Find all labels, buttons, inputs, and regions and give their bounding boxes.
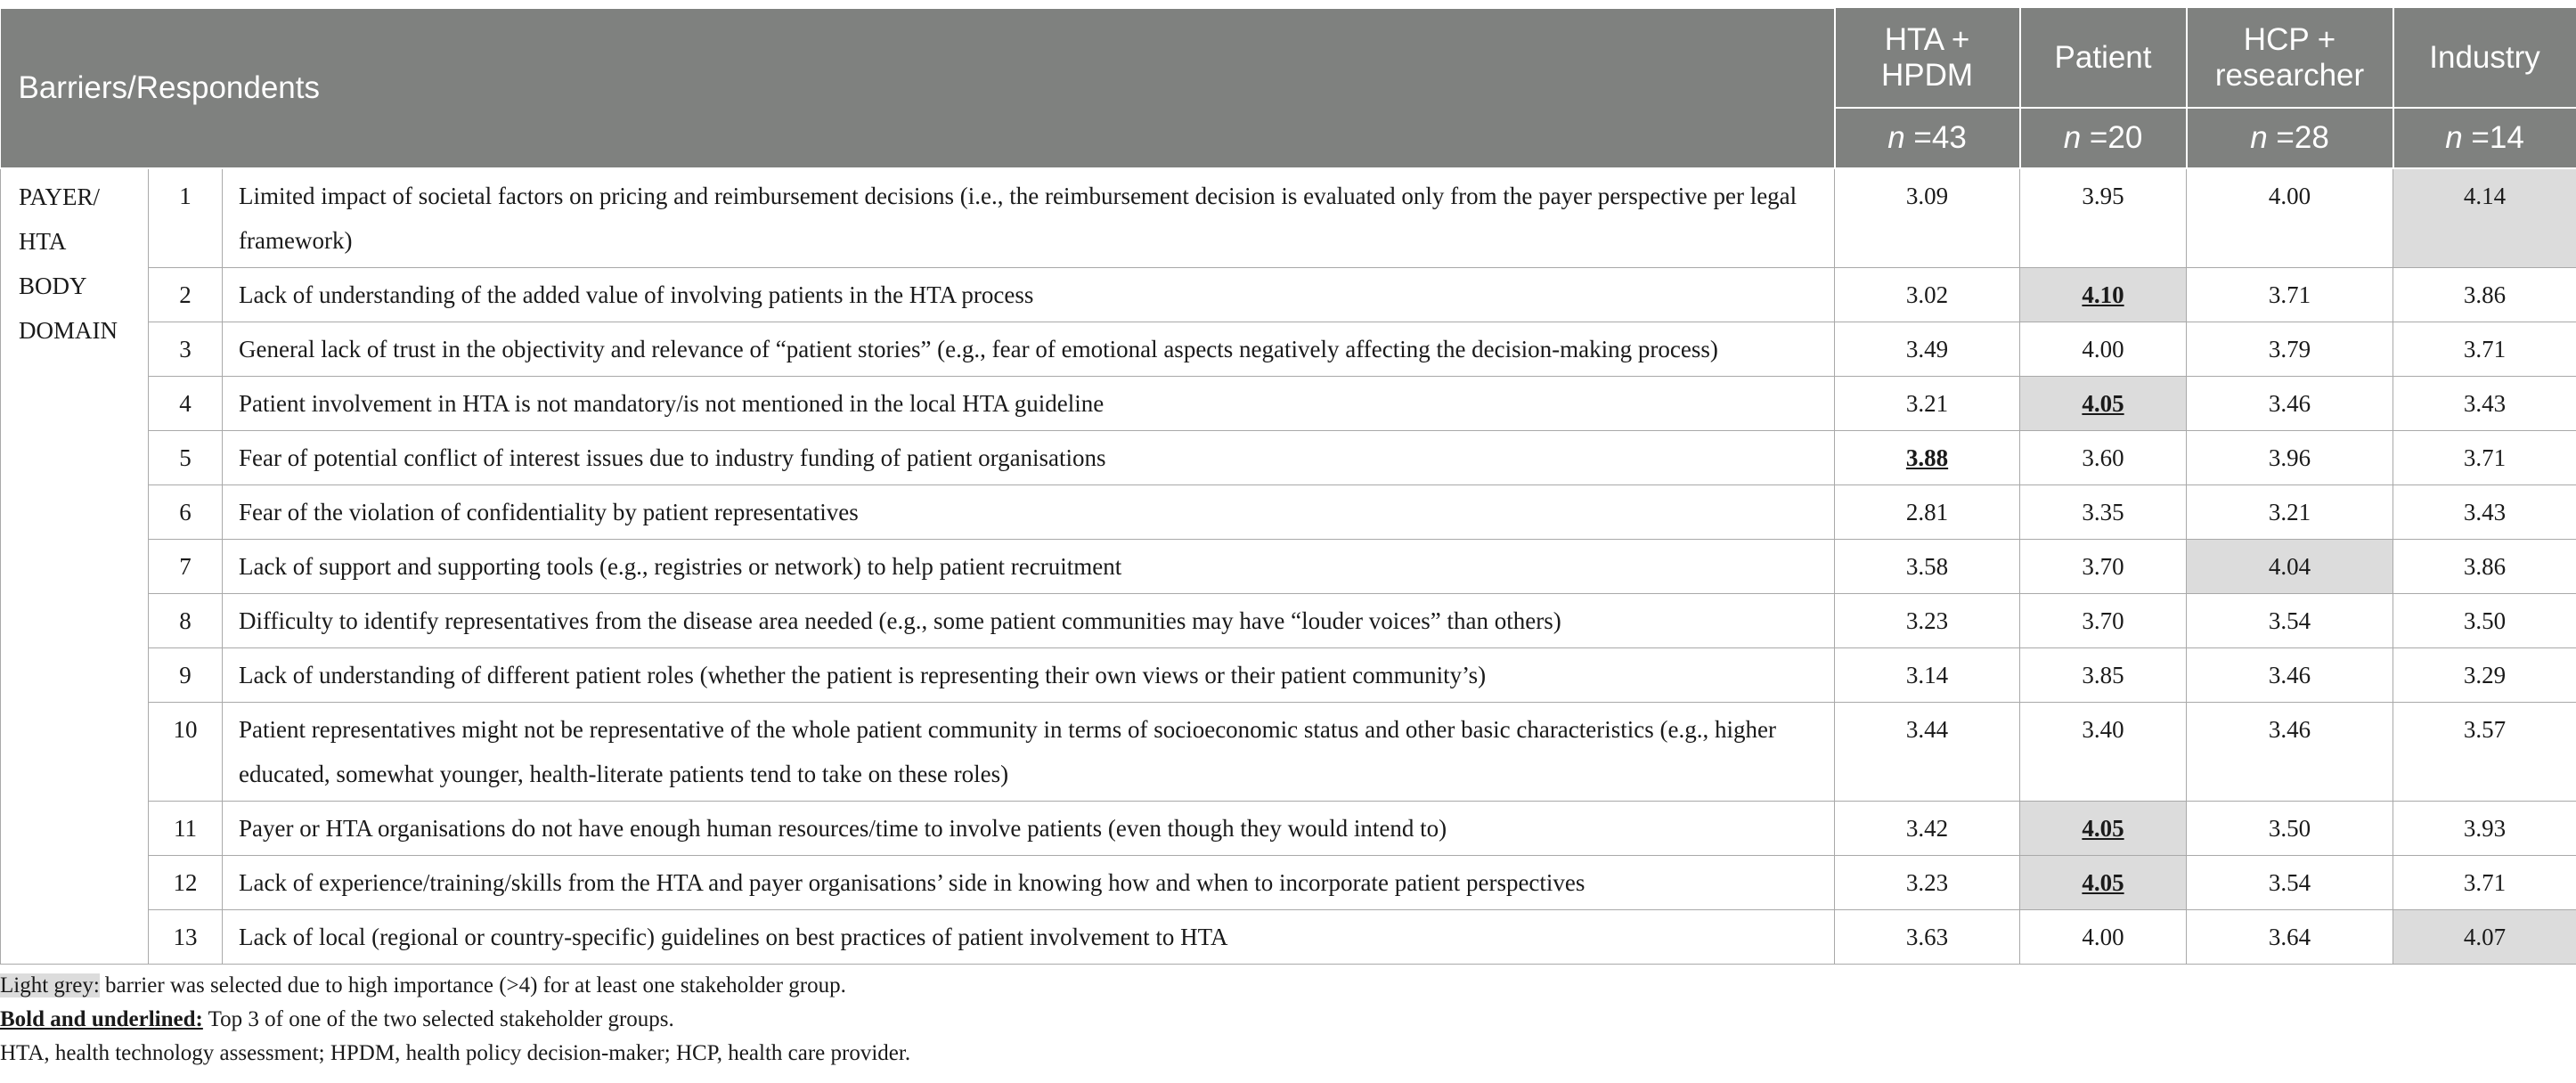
value-patient: 3.95 bbox=[2020, 168, 2187, 267]
value-hta: 3.14 bbox=[1835, 647, 2020, 702]
row-number: 7 bbox=[149, 539, 223, 593]
footnote-grey-text: barrier was selected due to high importance (>4) for at least one stakeholder group. bbox=[99, 973, 846, 998]
table-row bbox=[1, 702, 2576, 801]
value-patient: 3.70 bbox=[2020, 539, 2187, 593]
value-patient: 4.10 bbox=[2020, 267, 2187, 322]
barriers-table bbox=[0, 7, 2576, 965]
domain-cell: PAYER/ HTA BODY DOMAIN bbox=[1, 168, 149, 964]
value-industry: 3.86 bbox=[2393, 267, 2576, 322]
value-patient: 4.00 bbox=[2020, 322, 2187, 376]
table-row bbox=[1, 267, 2576, 322]
row-number: 2 bbox=[149, 267, 223, 322]
value-patient: 3.70 bbox=[2020, 593, 2187, 647]
value-industry: 3.57 bbox=[2393, 702, 2576, 801]
table-row bbox=[1, 647, 2576, 702]
row-number: 8 bbox=[149, 593, 223, 647]
header-n-industry: n =14 bbox=[2393, 108, 2576, 168]
value-industry: 3.29 bbox=[2393, 647, 2576, 702]
footnote-bold-underlined bbox=[0, 1003, 910, 1037]
value-hcp: 4.04 bbox=[2187, 539, 2393, 593]
value-hcp: 3.46 bbox=[2187, 647, 2393, 702]
barrier-description: Lack of local (regional or country-specific) guidelines on best practices of patient involvement to HTA bbox=[223, 909, 1835, 964]
value-hcp: 4.00 bbox=[2187, 168, 2393, 267]
table-row bbox=[1, 801, 2576, 855]
value-patient: 4.00 bbox=[2020, 909, 2187, 964]
value-patient: 4.05 bbox=[2020, 801, 2187, 855]
value-industry: 3.43 bbox=[2393, 376, 2576, 430]
table-row bbox=[1, 168, 2576, 267]
barrier-description: Lack of support and supporting tools (e.g., registries or network) to help patient recruitment bbox=[223, 539, 1835, 593]
table-row bbox=[1, 322, 2576, 376]
footnote-bu-label: Bold and underlined: bbox=[0, 1007, 203, 1031]
value-hta: 3.58 bbox=[1835, 539, 2020, 593]
header-n-patient: n =20 bbox=[2020, 108, 2187, 168]
value-industry: 3.86 bbox=[2393, 539, 2576, 593]
value-patient: 3.60 bbox=[2020, 430, 2187, 484]
value-hcp: 3.79 bbox=[2187, 322, 2393, 376]
header-group-hta-hpdm: HTA + HPDM bbox=[1835, 8, 2020, 108]
value-hta: 3.44 bbox=[1835, 702, 2020, 801]
barrier-description: Fear of potential conflict of interest issues due to industry funding of patient organisations bbox=[223, 430, 1835, 484]
barrier-description: Patient representatives might not be representative of the whole patient community in terms of socioeconomic status and other basic characteristics (e.g., higher educated, somewhat younger, health-literate patients tend to take on these roles) bbox=[223, 702, 1835, 801]
barrier-description: Lack of experience/training/skills from the HTA and payer organisations’ side in knowing how and when to incorporate patient perspectives bbox=[223, 855, 1835, 909]
header-n-hta-hpdm: n =43 bbox=[1835, 108, 2020, 168]
value-hta: 3.63 bbox=[1835, 909, 2020, 964]
barrier-description: Fear of the violation of confidentiality by patient representatives bbox=[223, 484, 1835, 539]
value-hta: 3.88 bbox=[1835, 430, 2020, 484]
value-hta: 3.21 bbox=[1835, 376, 2020, 430]
value-patient: 4.05 bbox=[2020, 376, 2187, 430]
value-hcp: 3.46 bbox=[2187, 702, 2393, 801]
table-row bbox=[1, 376, 2576, 430]
row-number: 3 bbox=[149, 322, 223, 376]
barrier-description: Patient involvement in HTA is not mandatory/is not mentioned in the local HTA guideline bbox=[223, 376, 1835, 430]
barrier-description: General lack of trust in the objectivity and relevance of “patient stories” (e.g., fear of emotional aspects negatively affecting the decision-making process) bbox=[223, 322, 1835, 376]
value-hta: 2.81 bbox=[1835, 484, 2020, 539]
barrier-description: Lack of understanding of different patient roles (whether the patient is representing their own views or their patient community’s) bbox=[223, 647, 1835, 702]
footnote-grey bbox=[0, 969, 910, 1003]
value-hcp: 3.96 bbox=[2187, 430, 2393, 484]
value-hta: 3.23 bbox=[1835, 855, 2020, 909]
value-patient: 3.35 bbox=[2020, 484, 2187, 539]
row-number: 9 bbox=[149, 647, 223, 702]
row-number: 6 bbox=[149, 484, 223, 539]
table-row bbox=[1, 593, 2576, 647]
value-hcp: 3.71 bbox=[2187, 267, 2393, 322]
barrier-description: Limited impact of societal factors on pricing and reimbursement decisions (i.e., the reimbursement decision is evaluated only from the payer perspective per legal framework) bbox=[223, 168, 1835, 267]
value-industry: 3.71 bbox=[2393, 855, 2576, 909]
value-industry: 3.43 bbox=[2393, 484, 2576, 539]
footnote-bu-text: Top 3 of one of the two selected stakeholder groups. bbox=[202, 1007, 674, 1031]
value-patient: 4.05 bbox=[2020, 855, 2187, 909]
value-hcp: 3.21 bbox=[2187, 484, 2393, 539]
value-industry: 3.71 bbox=[2393, 322, 2576, 376]
table-row bbox=[1, 909, 2576, 964]
value-industry: 3.71 bbox=[2393, 430, 2576, 484]
table-footnotes bbox=[0, 969, 910, 1071]
value-industry: 4.14 bbox=[2393, 168, 2576, 267]
header-n-hcp-researcher: n =28 bbox=[2187, 108, 2393, 168]
value-industry: 4.07 bbox=[2393, 909, 2576, 964]
value-hta: 3.02 bbox=[1835, 267, 2020, 322]
value-hcp: 3.54 bbox=[2187, 593, 2393, 647]
value-hta: 3.42 bbox=[1835, 801, 2020, 855]
footnote-grey-label: Light grey: bbox=[0, 973, 100, 998]
value-hta: 3.23 bbox=[1835, 593, 2020, 647]
row-number: 1 bbox=[149, 168, 223, 267]
header-barriers-respondents: Barriers/Respondents bbox=[1, 8, 1835, 168]
barrier-description: Lack of understanding of the added value of involving patients in the HTA process bbox=[223, 267, 1835, 322]
row-number: 5 bbox=[149, 430, 223, 484]
header-group-hcp-researcher: HCP + researcher bbox=[2187, 8, 2393, 108]
value-hcp: 3.64 bbox=[2187, 909, 2393, 964]
row-number: 11 bbox=[149, 801, 223, 855]
value-hcp: 3.50 bbox=[2187, 801, 2393, 855]
header-group-patient: Patient bbox=[2020, 8, 2187, 108]
value-hcp: 3.46 bbox=[2187, 376, 2393, 430]
header-group-industry: Industry bbox=[2393, 8, 2576, 108]
row-number: 12 bbox=[149, 855, 223, 909]
value-hta: 3.09 bbox=[1835, 168, 2020, 267]
results-table-container bbox=[0, 7, 2576, 965]
row-number: 13 bbox=[149, 909, 223, 964]
value-patient: 3.40 bbox=[2020, 702, 2187, 801]
row-number: 10 bbox=[149, 702, 223, 801]
table-row bbox=[1, 430, 2576, 484]
barrier-description: Difficulty to identify representatives from the disease area needed (e.g., some patient communities may have “louder voices” than others) bbox=[223, 593, 1835, 647]
value-patient: 3.85 bbox=[2020, 647, 2187, 702]
value-hcp: 3.54 bbox=[2187, 855, 2393, 909]
footnote-abbreviations: HTA, health technology assessment; HPDM, health policy decision-maker; HCP, health care provider. bbox=[0, 1041, 911, 1065]
barrier-description: Payer or HTA organisations do not have enough human resources/time to involve patients (even though they would intend to) bbox=[223, 801, 1835, 855]
value-industry: 3.50 bbox=[2393, 593, 2576, 647]
table-row bbox=[1, 484, 2576, 539]
value-hta: 3.49 bbox=[1835, 322, 2020, 376]
table-row bbox=[1, 855, 2576, 909]
value-industry: 3.93 bbox=[2393, 801, 2576, 855]
row-number: 4 bbox=[149, 376, 223, 430]
header-row-groups bbox=[1, 8, 2576, 108]
table-row bbox=[1, 539, 2576, 593]
